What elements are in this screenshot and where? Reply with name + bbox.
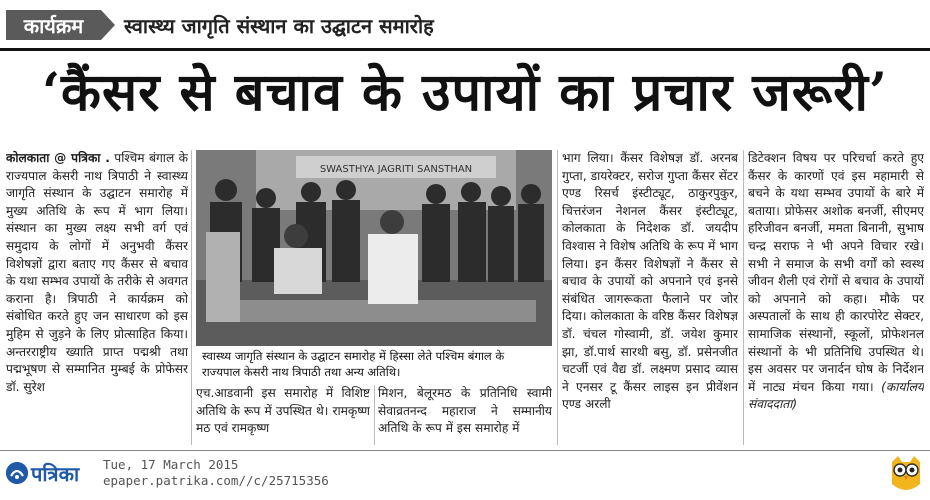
event-photo-illustration — [196, 150, 552, 346]
article-column-4: भाग लिया। कैंसर विशेषज्ञ डॉ. अरनब गुप्ता, डायरेक्टर, सरोज गुप्ता कैंसर सेंटर एण्ड रिसर्च इंस्टीट्यूट, ठाकुरपुकुर, चित्तरंजन नेशनल कैंसर इंस्टीट्यूट, कोलकाता के निदेशक डॉ. जयदीप विश्वास ने विशेष अतिथि के रूप में भाग लिया। इन कैंसर विशेषज्ञों ने कैंसर से बचाव के उपायों को अपनाने एवं इनसे संबंधित जागरूकता फैलाने पर जोर दिया। कोलकाता के वरिष्ठ कैंसर विशेषज्ञ डॉ. चंचल गोस्वामी, डॉ. जयेश कुमार झा, डॉ.पार्थ सारथी बसु, डॉ. प्रसेनजीत चटर्जी एवं वैद्य डॉ. लक्ष्मण प्रसाद व्यास ने एनसर टू कैंसर लाइस इन प्रीवेंशन एण्ड अरली — [562, 151, 738, 412]
headline: ‘कैंसर से बचाव के उपायों का प्रचार जरूरी’ — [41, 62, 889, 123]
column-divider — [557, 150, 558, 445]
column-divider — [743, 150, 744, 445]
article-column-2: एच.आडवानी इस समारोह में विशिष्ट अतिथि के रूप में उपस्थित थे। रामकृष्ण मठ एवं रामकृष्ण — [196, 386, 370, 436]
section-tag: कार्यक्रम — [6, 10, 101, 40]
column-divider — [374, 385, 375, 445]
article-column-1 — [6, 150, 188, 448]
patrika-logo[interactable] — [6, 458, 96, 488]
article-column-3: मिशन, बेलूरमठ के प्रतिनिधि स्वामी सेवाव्रतनन्द महाराज ने सम्मानीय अतिथि के रूप में इस समारोह में — [378, 386, 552, 436]
banner-text: SWASTHYA JAGRITI SANSTHAN — [319, 164, 473, 175]
event-photo — [196, 150, 552, 346]
footer-rule — [0, 450, 930, 451]
subheadline: स्वास्थ्य जागृति संस्थान का उद्घाटन समारोह — [124, 14, 434, 38]
brand-name: पत्रिका — [31, 461, 80, 486]
column-divider — [191, 150, 192, 445]
photo-caption: स्वास्थ्य जागृति संस्थान के उद्घाटन समारोह में हिस्सा लेते पश्चिम बंगाल के राज्यपाल केसरी नाथ त्रिपाठी तथा अन्य अतिथि। — [196, 346, 552, 382]
dateline: कोलकाता @ पत्रिका . — [6, 151, 110, 165]
footer-meta — [103, 457, 329, 489]
epaper-url[interactable]: epaper.patrika.com//c/25715356 — [103, 473, 329, 488]
section-header — [0, 0, 930, 52]
column-1-text: पश्चिम बंगाल के राज्यपाल केसरी नाथ त्रिपाठी ने स्वास्थ्य जागृति संस्थान के उद्घाटन समारोह में मुख्य अतिथि के रूप में भाग लिया। संस्थान का मुख्य लक्ष्य सभी वर्ग एवं समुदाय के लोगों में अनुभवी कैंसर विशेषज्ञों द्वारा बताए गए कैंसर से बचाव के यथा सम्भव उपायों के तरीके से अवगत कराना है। त्रिपाठी ने कार्यक्रम को संबोधित करते हुए जन साधारण को इस मुहिम से जुड़ने के लिए प्रोत्साहित किया। अन्तरराष्ट्रीय ख्याति प्राप्त पद्मश्री तथा पद्मभूषण से सम्मानित मुम्बई के प्रोफेसर डॉ. सुरेश — [6, 151, 188, 394]
owl-icon — [888, 454, 924, 494]
publish-date: Tue, 17 March 2015 — [103, 457, 239, 472]
article-column-5 — [748, 150, 924, 448]
section-tag-arrow — [101, 10, 115, 40]
column-5-text: डिटेक्शन विषय पर परिचर्चा करते हुए कैंसर के कारणों एवं इस महामारी से बचने के यथा सम्भव उपायों के बारे में बताया। प्रोफेसर अशोक बनर्जी, सीएमए हरिजीवन बनर्जी, ममता बिनानी, सुभाष चन्द्र सराफ ने भी अपने विचार रखे। सभी ने समाज के सभी वर्गों को स्वस्थ जीवन शैली एवं रोगों से बचाव के उपायों को अपनाने को कहा। मौके पर अस्पतालों के साथ ही कारपोरेट सेक्टर, सामाजिक संस्थानों, स्कूलों, प्रोफेशनल संस्थानों के भी प्रतिनिधि उपस्थित थे। इस अवसर पर जनार्दन घोष के निर्देशन में नाट्य मंचन किया गया। — [748, 151, 924, 394]
signoff: (कार्यालय संवाददाता) — [748, 379, 924, 412]
patrika-logo-icon — [6, 462, 28, 484]
header-rule — [0, 48, 930, 51]
